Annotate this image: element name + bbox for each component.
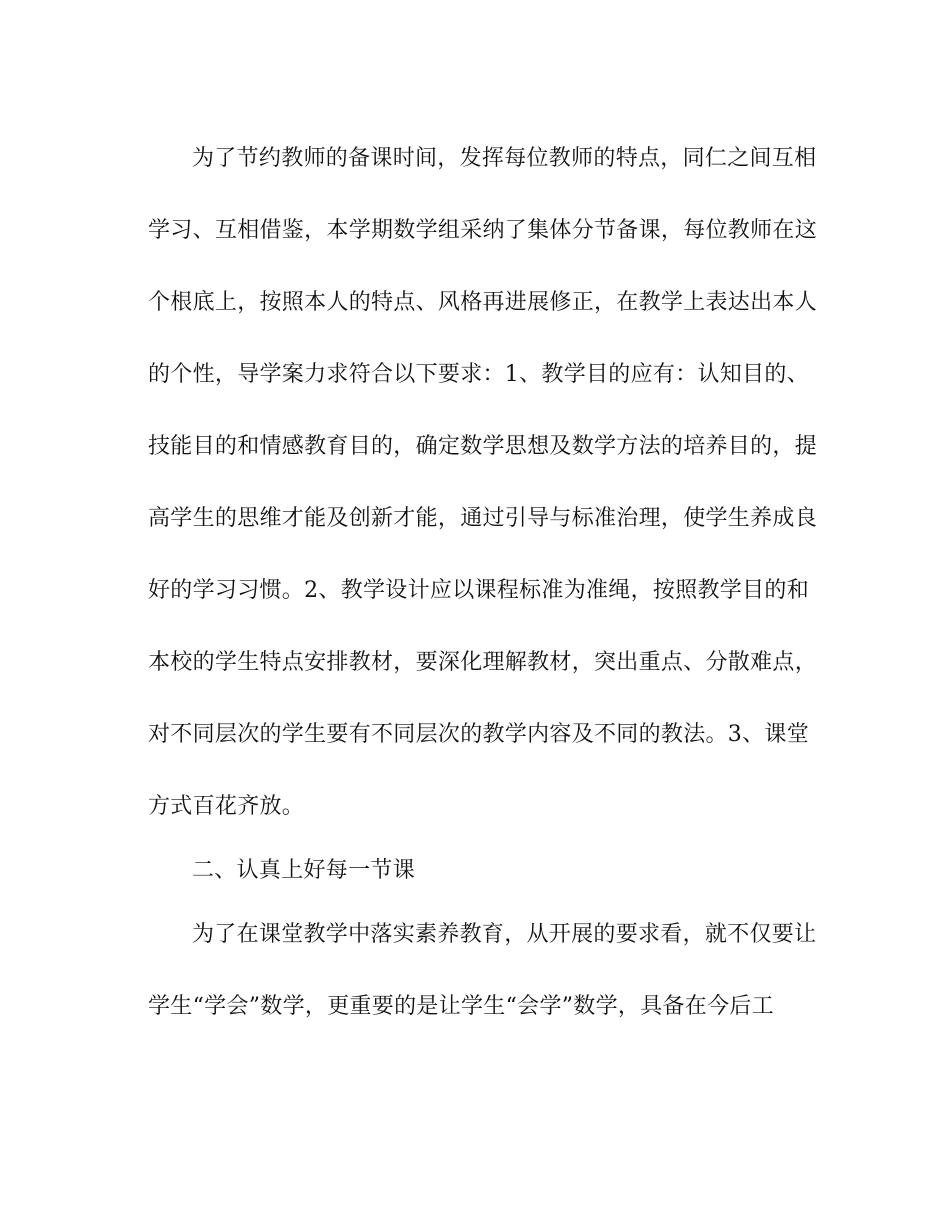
paragraph-line: 对不同层次的学生要有不同层次的教学内容及不同的教法。3、课堂 (148, 722, 809, 747)
paragraph-line: 高学生的思维才能及创新才能，通过引导与标准治理，使学生养成良 (148, 506, 818, 531)
section-heading: 二、认真上好每一节课 (192, 858, 416, 883)
paragraph-line: 技能目的和情感教育目的，确定数学思想及数学方法的培养目的，提 (148, 434, 818, 459)
paragraph-line: 学习、互相借鉴，本学期数学组采纳了集体分节备课，每位教师在这 (148, 218, 818, 243)
paragraph-line: 本校的学生特点安排教材，要深化理解教材，突出重点、分散难点， (148, 650, 818, 675)
paragraph-line: 为了在课堂教学中落实素养教育，从开展的要求看，就不仅要让 (192, 922, 817, 947)
paragraph-line: 方式百花齐放。 (148, 794, 305, 819)
paragraph-line: 个根底上，按照本人的特点、风格再进展修正，在教学上表达出本人 (148, 290, 818, 315)
paragraph-line: 好的学习习惯。2、教学设计应以课程标准为准绳，按照教学目的和 (148, 578, 809, 603)
paragraph-line: 为了节约教师的备课时间，发挥每位教师的特点，同仁之间互相 (192, 146, 817, 171)
paragraph-line: 的个性，导学案力求符合以下要求：1、教学目的应有：认知目的、 (148, 362, 809, 387)
paragraph-line: 学生“学会”数学，更重要的是让学生“会学”数学，具备在今后工 (148, 994, 774, 1019)
